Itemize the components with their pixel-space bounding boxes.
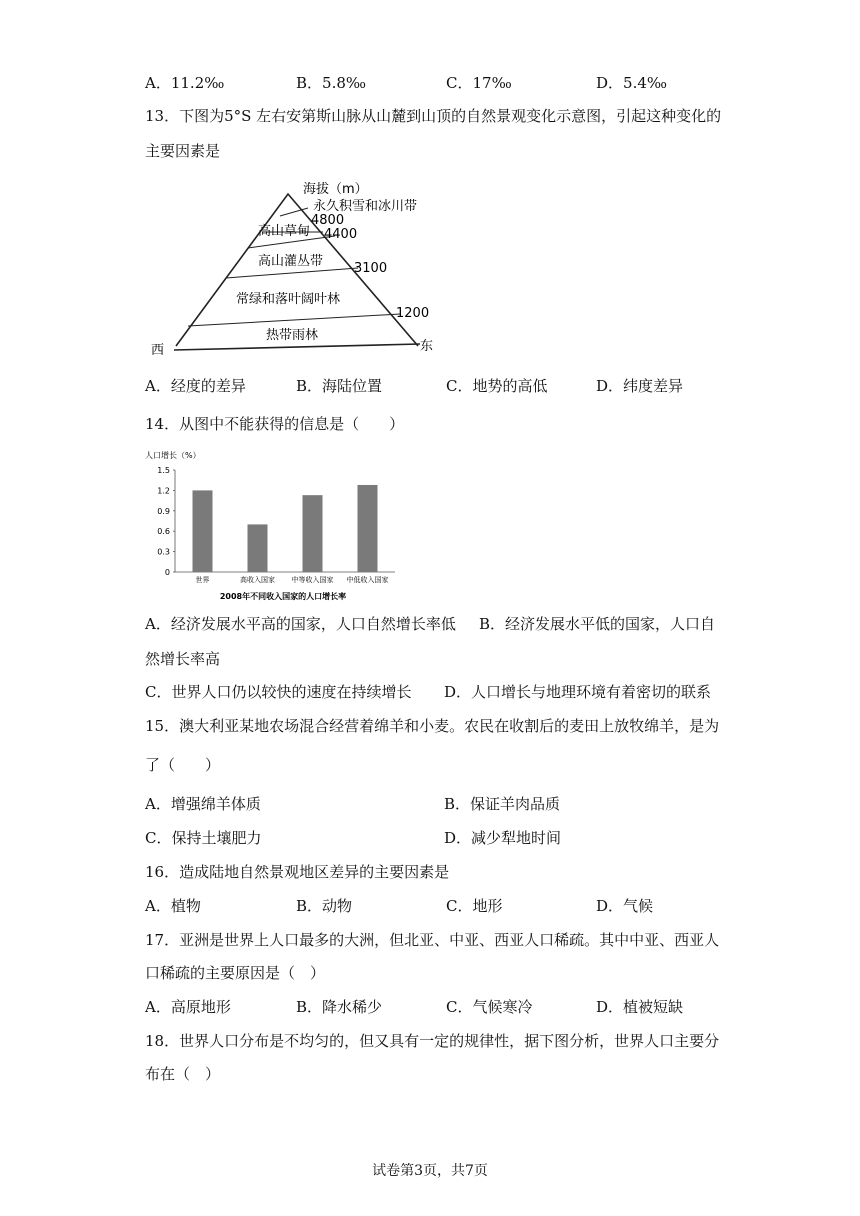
q12-option-c: C．17‰ [446,74,512,92]
q12-option-b: B．5.8‰ [296,74,367,92]
q17-option-a: A．高原地形 [145,998,231,1016]
zone-alpine-shrub: 高山灌丛带 [258,254,324,269]
bar [358,485,378,572]
x-tick-label: 中等收入国家 [291,576,334,584]
bar [248,524,268,572]
altitude-1200: 1200 [396,306,430,321]
y-tick-label: 1.5 [157,466,170,475]
q15-option-a: A．增强绵羊体质 [145,795,261,813]
q16-option-b: B．动物 [296,897,353,915]
x-tick-label: 中低收入国家 [346,576,389,584]
q13-option-a: A．经度的差异 [145,377,246,395]
altitude-4400: 4400 [324,227,358,242]
q12-option-a: A．11.2‰ [145,74,225,92]
q13-option-c: C．地势的高低 [446,377,548,395]
q15-stem-line1: 15．澳大利亚某地农场混合经营着绵羊和小麦。农民在收割后的麦田上放牧绵羊，是为 [145,717,720,735]
q14-option-b-line2: 然增长率高 [145,650,221,668]
x-tick-label: 世界 [195,576,210,584]
q12-option-d: D．5.4‰ [596,74,668,92]
zone-tropical-rainforest: 热带雨林 [266,328,319,343]
q17-stem-line2: 口稀疏的主要原因是（ ） [145,964,326,982]
q17-stem-line1: 17．亚洲是世界上人口最多的大洲，但北亚、中亚、西亚人口稀疏。其中中亚、西亚人 [145,931,720,949]
diagram-axis-label: 海拔（m） [303,182,368,197]
chart-title: 2008年不同收入国家的人口增长率 [219,592,347,601]
q17-option-b: B．降水稀少 [296,998,383,1016]
zone-alpine-meadow: 高山草甸 [258,224,311,239]
q15-option-c: C．保持土壤肥力 [145,829,262,847]
y-tick-label: 1.2 [157,486,170,496]
q17-option-d: D．植被短缺 [596,998,684,1016]
q16-option-c: C．地形 [446,897,503,915]
zone-snow-ice: 永久积雪和冰川带 [313,199,418,214]
q18-stem-line2: 布在（ ） [145,1065,221,1083]
q15-option-d: D．减少犁地时间 [444,829,562,847]
x-tick-label: 高收入国家 [240,576,275,584]
direction-east: 东 [420,339,434,354]
y-tick-label: 0.9 [157,506,170,516]
y-tick-label: 0 [164,568,170,577]
y-tick-label: 0.3 [157,547,170,557]
q13-option-b: B．海陆位置 [296,377,383,395]
q14-option-d: D．人口增长与地理环境有着密切的联系 [444,683,712,701]
q16-option-d: D．气候 [596,897,654,915]
q16-option-a: A．植物 [145,897,201,915]
chart-ylabel: 人口增长（%） [145,451,201,460]
q13-stem-line2: 主要因素是 [145,142,221,160]
q18-stem-line1: 18．世界人口分布是不均匀的，但又具有一定的规律性，据下图分析，世界人口主要分 [145,1032,720,1050]
altitude-3100: 3100 [354,261,388,276]
page-footer: 试卷第3页，共7页 [372,1163,488,1179]
q13-stem-line1: 13．下图为5°S 左右安第斯山脉从山麓到山顶的自然景观变化示意图，引起这种变化的 [145,107,722,125]
direction-west: 西 [151,343,165,358]
q14-stem: 14．从图中不能获得的信息是（ ） [145,415,405,433]
altitude-4800: 4800 [311,213,345,228]
y-tick-label: 0.6 [157,527,170,537]
q14-option-a: A．经济发展水平高的国家，人口自然增长率低 [145,615,456,633]
bar [193,490,213,572]
andes-zonation-diagram [148,176,448,358]
q16-stem: 16．造成陆地自然景观地区差异的主要因素是 [145,863,450,881]
q13-option-d: D．纬度差异 [596,377,684,395]
q14-option-c: C．世界人口仍以较快的速度在持续增长 [145,683,412,701]
q17-option-c: C．气候寒冷 [446,998,533,1016]
zone-broadleaf-forest: 常绿和落叶阔叶林 [236,292,341,307]
q15-option-b: B．保证羊肉品质 [444,795,561,813]
q14-option-b-line1: B．经济发展水平低的国家，人口自 [479,615,716,633]
bar [303,495,323,572]
q15-stem-line2: 了（ ） [145,756,221,774]
population-growth-bar-chart [145,446,401,604]
